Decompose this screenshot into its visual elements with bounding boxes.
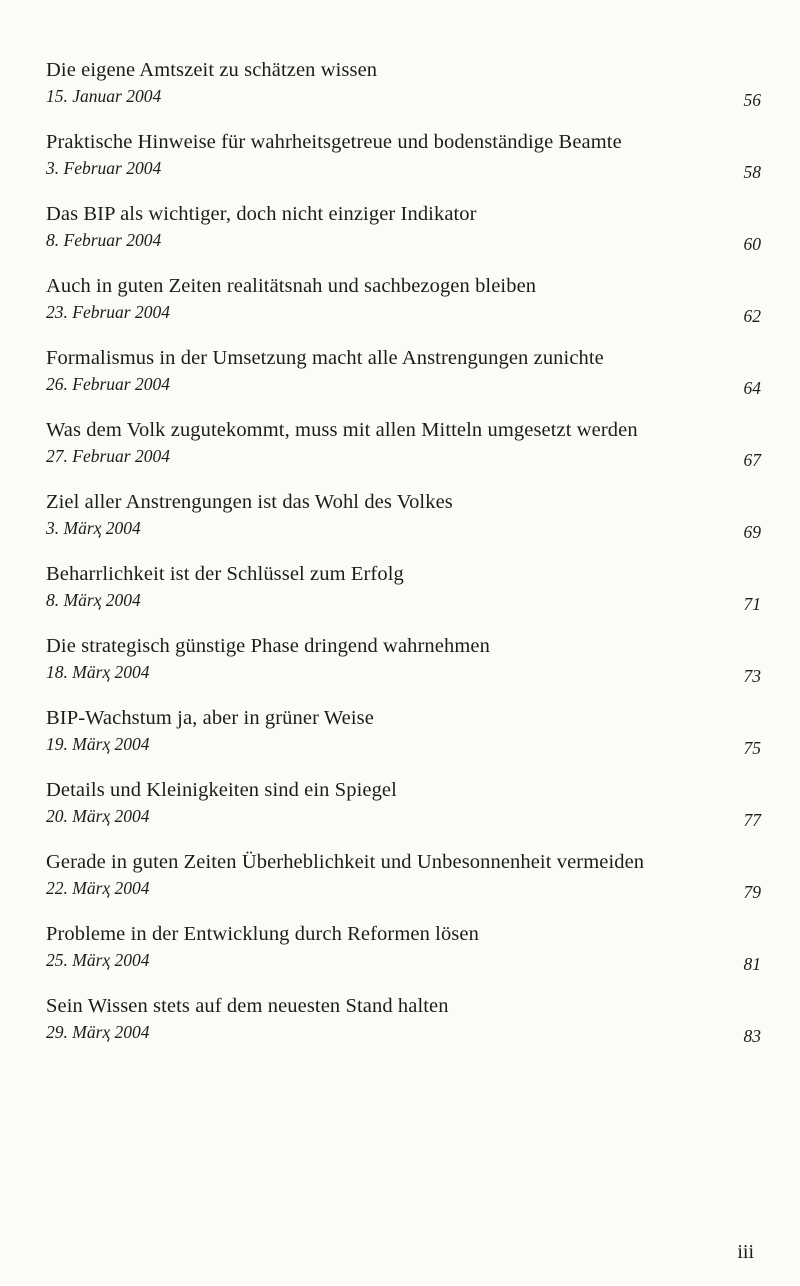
entry-date: 8. Februar 2004	[46, 230, 162, 250]
entry-page-number: 75	[743, 738, 761, 758]
entry-title: BIP-Wachstum ja, aber in grüner Weise	[46, 707, 374, 729]
entry-title: Praktische Hinweise für wahrheitsgetreue und bodenständige Beamte	[46, 131, 622, 153]
toc-entry	[46, 344, 761, 396]
entry-date: 3. Februar 2004	[46, 158, 162, 178]
entry-page-number: 67	[743, 450, 761, 470]
entry-title: Probleme in der Entwicklung durch Reformen lösen	[46, 923, 479, 945]
entry-date: 15. Januar 2004	[46, 86, 162, 106]
toc-entry	[46, 272, 761, 324]
entry-page-number: 56	[743, 90, 761, 110]
entry-page-number: 64	[743, 378, 761, 398]
toc-entry	[46, 128, 761, 180]
entry-page-number: 71	[743, 594, 761, 614]
entry-title: Ziel aller Anstrengungen ist das Wohl des Volkes	[46, 491, 453, 513]
toc-entry	[46, 992, 761, 1044]
toc-entry	[46, 200, 761, 252]
entry-date: 22. Märҳ 2004	[46, 878, 150, 898]
toc-entry	[46, 560, 761, 612]
entry-meta	[46, 1021, 761, 1044]
entry-title: Die eigene Amtszeit zu schätzen wissen	[46, 59, 378, 81]
entry-date: 18. Märҳ 2004	[46, 662, 150, 682]
entry-title: Beharrlichkeit ist der Schlüssel zum Erfolg	[46, 563, 404, 585]
entry-meta	[46, 373, 761, 396]
toc-entry	[46, 416, 761, 468]
entry-meta	[46, 805, 761, 828]
entry-date: 8. Märҳ 2004	[46, 590, 141, 610]
entry-date: 29. Märҳ 2004	[46, 1022, 150, 1042]
toc-entry	[46, 56, 761, 108]
entry-page-number: 58	[743, 162, 761, 182]
entry-date: 20. Märҳ 2004	[46, 806, 150, 826]
entry-title: Sein Wissen stets auf dem neuesten Stand halten	[46, 995, 449, 1017]
entry-page-number: 60	[743, 234, 761, 254]
entry-date: 27. Februar 2004	[46, 446, 170, 466]
toc-entry	[46, 776, 761, 828]
entry-title: Formalismus in der Umsetzung macht alle Anstrengungen zunichte	[46, 347, 604, 369]
toc-entry	[46, 920, 761, 972]
entry-title: Auch in guten Zeiten realitätsnah und sachbezogen bleiben	[46, 275, 537, 297]
entry-page-number: 69	[743, 522, 761, 542]
toc-entry	[46, 848, 761, 900]
entry-page-number: 62	[743, 306, 761, 326]
entry-date: 25. Märҳ 2004	[46, 950, 150, 970]
entry-meta	[46, 157, 761, 180]
entry-meta	[46, 301, 761, 324]
entry-page-number: 81	[743, 954, 761, 974]
entry-title: Details und Kleinigkeiten sind ein Spiegel	[46, 779, 397, 801]
entry-title: Gerade in guten Zeiten Überheblichkeit und Unbesonnenheit vermeiden	[46, 851, 645, 873]
entry-date: 26. Februar 2004	[46, 374, 170, 394]
entry-date: 23. Februar 2004	[46, 302, 170, 322]
entry-meta	[46, 85, 761, 108]
toc-entry	[46, 488, 761, 540]
entry-meta	[46, 517, 761, 540]
entry-date: 3. Märҳ 2004	[46, 518, 141, 538]
entry-meta	[46, 949, 761, 972]
entry-title: Was dem Volk zugutekommt, muss mit allen Mitteln umgesetzt werden	[46, 419, 638, 441]
entry-title: Die strategisch günstige Phase dringend wahrnehmen	[46, 635, 490, 657]
table-of-contents	[46, 56, 761, 1064]
roman-page-number: iii	[737, 1241, 754, 1263]
toc-entry	[46, 632, 761, 684]
entry-meta	[46, 589, 761, 612]
entry-meta	[46, 733, 761, 756]
entry-meta	[46, 445, 761, 468]
entry-page-number: 79	[743, 882, 761, 902]
entry-title: Das BIP als wichtiger, doch nicht einziger Indikator	[46, 203, 477, 225]
entry-meta	[46, 877, 761, 900]
entry-meta	[46, 229, 761, 252]
entry-page-number: 77	[743, 810, 761, 830]
toc-entry	[46, 704, 761, 756]
entry-page-number: 73	[743, 666, 761, 686]
entry-page-number: 83	[743, 1026, 761, 1046]
entry-meta	[46, 661, 761, 684]
entry-date: 19. Märҳ 2004	[46, 734, 150, 754]
